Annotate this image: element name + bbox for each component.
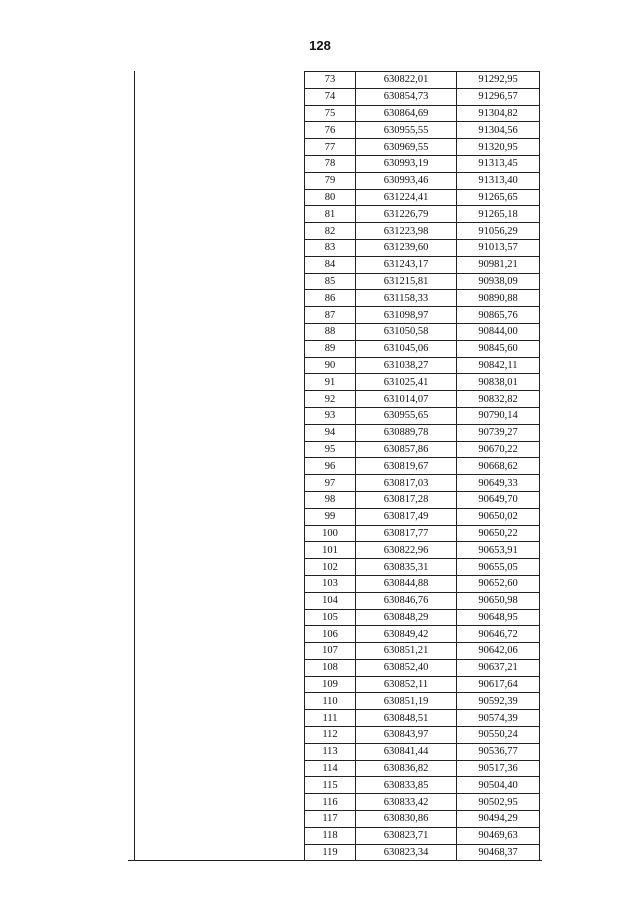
point-number-cell: 117 <box>305 811 356 828</box>
point-number-cell: 93 <box>305 407 356 424</box>
point-number-cell: 101 <box>305 542 356 559</box>
point-number-cell: 103 <box>305 575 356 592</box>
table-row <box>305 407 540 424</box>
y-coordinate-cell: 90838,01 <box>457 374 540 391</box>
table-row <box>305 559 540 576</box>
y-coordinate-cell: 90517,36 <box>457 760 540 777</box>
x-coordinate-cell: 631226,79 <box>356 206 457 223</box>
point-number-cell: 90 <box>305 357 356 374</box>
y-coordinate-cell: 90865,76 <box>457 307 540 324</box>
y-coordinate-cell: 90650,98 <box>457 592 540 609</box>
y-coordinate-cell: 90649,33 <box>457 475 540 492</box>
x-coordinate-cell: 631215,81 <box>356 273 457 290</box>
table-row <box>305 710 540 727</box>
y-coordinate-cell: 90637,21 <box>457 659 540 676</box>
point-number-cell: 109 <box>305 676 356 693</box>
x-coordinate-cell: 630822,01 <box>356 72 457 89</box>
table-row <box>305 189 540 206</box>
x-coordinate-cell: 630955,55 <box>356 122 457 139</box>
x-coordinate-cell: 630852,40 <box>356 659 457 676</box>
x-coordinate-cell: 630993,46 <box>356 172 457 189</box>
table-row <box>305 475 540 492</box>
table-row <box>305 273 540 290</box>
y-coordinate-cell: 90550,24 <box>457 727 540 744</box>
point-number-cell: 118 <box>305 827 356 844</box>
x-coordinate-cell: 630817,49 <box>356 508 457 525</box>
point-number-cell: 89 <box>305 340 356 357</box>
table-row <box>305 424 540 441</box>
point-number-cell: 92 <box>305 391 356 408</box>
x-coordinate-cell: 631224,41 <box>356 189 457 206</box>
table-row <box>305 743 540 760</box>
y-coordinate-cell: 91296,57 <box>457 88 540 105</box>
point-number-cell: 78 <box>305 155 356 172</box>
point-number-cell: 100 <box>305 525 356 542</box>
y-coordinate-cell: 90468,37 <box>457 844 540 861</box>
table-row <box>305 256 540 273</box>
x-coordinate-cell: 630836,82 <box>356 760 457 777</box>
table-row <box>305 827 540 844</box>
point-number-cell: 111 <box>305 710 356 727</box>
table-row <box>305 491 540 508</box>
table-row <box>305 239 540 256</box>
y-coordinate-cell: 90650,22 <box>457 525 540 542</box>
x-coordinate-cell: 630851,21 <box>356 643 457 660</box>
coordinates-table <box>304 71 540 861</box>
table-row <box>305 72 540 89</box>
table-row <box>305 693 540 710</box>
left-column-border <box>134 71 135 861</box>
y-coordinate-cell: 90494,29 <box>457 811 540 828</box>
y-coordinate-cell: 90890,88 <box>457 290 540 307</box>
x-coordinate-cell: 630817,03 <box>356 475 457 492</box>
x-coordinate-cell: 631050,58 <box>356 323 457 340</box>
y-coordinate-cell: 90652,60 <box>457 575 540 592</box>
table-row <box>305 155 540 172</box>
x-coordinate-cell: 630993,19 <box>356 155 457 172</box>
point-number-cell: 82 <box>305 223 356 240</box>
point-number-cell: 113 <box>305 743 356 760</box>
point-number-cell: 106 <box>305 626 356 643</box>
table-row <box>305 575 540 592</box>
table-row <box>305 811 540 828</box>
point-number-cell: 96 <box>305 458 356 475</box>
point-number-cell: 102 <box>305 559 356 576</box>
y-coordinate-cell: 90981,21 <box>457 256 540 273</box>
table-row <box>305 122 540 139</box>
table-row <box>305 340 540 357</box>
x-coordinate-cell: 630852,11 <box>356 676 457 693</box>
y-coordinate-cell: 90642,06 <box>457 643 540 660</box>
y-coordinate-cell: 90668,62 <box>457 458 540 475</box>
point-number-cell: 112 <box>305 727 356 744</box>
point-number-cell: 79 <box>305 172 356 189</box>
x-coordinate-cell: 630969,55 <box>356 139 457 156</box>
point-number-cell: 83 <box>305 239 356 256</box>
y-coordinate-cell: 90842,11 <box>457 357 540 374</box>
x-coordinate-cell: 631223,98 <box>356 223 457 240</box>
y-coordinate-cell: 90648,95 <box>457 609 540 626</box>
y-coordinate-cell: 90617,64 <box>457 676 540 693</box>
x-coordinate-cell: 630864,69 <box>356 105 457 122</box>
point-number-cell: 84 <box>305 256 356 273</box>
x-coordinate-cell: 630819,67 <box>356 458 457 475</box>
table-row <box>305 525 540 542</box>
x-coordinate-cell: 630822,96 <box>356 542 457 559</box>
x-coordinate-cell: 631158,33 <box>356 290 457 307</box>
y-coordinate-cell: 91013,57 <box>457 239 540 256</box>
table-row <box>305 777 540 794</box>
x-coordinate-cell: 630889,78 <box>356 424 457 441</box>
point-number-cell: 99 <box>305 508 356 525</box>
x-coordinate-cell: 630817,77 <box>356 525 457 542</box>
table-row <box>305 307 540 324</box>
x-coordinate-cell: 630846,76 <box>356 592 457 609</box>
x-coordinate-cell: 630835,31 <box>356 559 457 576</box>
table-row <box>305 508 540 525</box>
point-number-cell: 87 <box>305 307 356 324</box>
y-coordinate-cell: 90845,60 <box>457 340 540 357</box>
y-coordinate-cell: 90502,95 <box>457 794 540 811</box>
y-coordinate-cell: 90832,82 <box>457 391 540 408</box>
point-number-cell: 105 <box>305 609 356 626</box>
point-number-cell: 115 <box>305 777 356 794</box>
x-coordinate-cell: 630844,88 <box>356 575 457 592</box>
y-coordinate-cell: 90938,09 <box>457 273 540 290</box>
table-row <box>305 643 540 660</box>
x-coordinate-cell: 631045,06 <box>356 340 457 357</box>
table-row <box>305 626 540 643</box>
x-coordinate-cell: 630823,34 <box>356 844 457 861</box>
y-coordinate-cell: 91304,56 <box>457 122 540 139</box>
point-number-cell: 74 <box>305 88 356 105</box>
x-coordinate-cell: 630848,29 <box>356 609 457 626</box>
table-row <box>305 542 540 559</box>
x-coordinate-cell: 630833,85 <box>356 777 457 794</box>
x-coordinate-cell: 631243,17 <box>356 256 457 273</box>
x-coordinate-cell: 631239,60 <box>356 239 457 256</box>
point-number-cell: 88 <box>305 323 356 340</box>
x-coordinate-cell: 630955,65 <box>356 407 457 424</box>
y-coordinate-cell: 90739,27 <box>457 424 540 441</box>
point-number-cell: 95 <box>305 441 356 458</box>
table-row <box>305 88 540 105</box>
y-coordinate-cell: 91292,95 <box>457 72 540 89</box>
table-row <box>305 441 540 458</box>
point-number-cell: 107 <box>305 643 356 660</box>
page-number: 128 <box>309 38 331 53</box>
point-number-cell: 108 <box>305 659 356 676</box>
table-row <box>305 727 540 744</box>
point-number-cell: 86 <box>305 290 356 307</box>
x-coordinate-cell: 630817,28 <box>356 491 457 508</box>
table-row <box>305 172 540 189</box>
point-number-cell: 76 <box>305 122 356 139</box>
x-coordinate-cell: 631098,97 <box>356 307 457 324</box>
x-coordinate-cell: 630843,97 <box>356 727 457 744</box>
point-number-cell: 104 <box>305 592 356 609</box>
x-coordinate-cell: 630854,73 <box>356 88 457 105</box>
y-coordinate-cell: 90844,00 <box>457 323 540 340</box>
y-coordinate-cell: 90469,63 <box>457 827 540 844</box>
y-coordinate-cell: 91313,45 <box>457 155 540 172</box>
point-number-cell: 75 <box>305 105 356 122</box>
table-row <box>305 290 540 307</box>
table-row <box>305 105 540 122</box>
y-coordinate-cell: 90653,91 <box>457 542 540 559</box>
y-coordinate-cell: 90646,72 <box>457 626 540 643</box>
table-row <box>305 357 540 374</box>
point-number-cell: 94 <box>305 424 356 441</box>
point-number-cell: 77 <box>305 139 356 156</box>
point-number-cell: 119 <box>305 844 356 861</box>
y-coordinate-cell: 90655,05 <box>457 559 540 576</box>
y-coordinate-cell: 91265,65 <box>457 189 540 206</box>
x-coordinate-cell: 631014,07 <box>356 391 457 408</box>
y-coordinate-cell: 91313,40 <box>457 172 540 189</box>
table-row <box>305 794 540 811</box>
y-coordinate-cell: 90574,39 <box>457 710 540 727</box>
y-coordinate-cell: 90790,14 <box>457 407 540 424</box>
x-coordinate-cell: 631038,27 <box>356 357 457 374</box>
y-coordinate-cell: 91265,18 <box>457 206 540 223</box>
table-row <box>305 844 540 861</box>
x-coordinate-cell: 630851,19 <box>356 693 457 710</box>
x-coordinate-cell: 630833,42 <box>356 794 457 811</box>
point-number-cell: 80 <box>305 189 356 206</box>
table-row <box>305 206 540 223</box>
x-coordinate-cell: 630841,44 <box>356 743 457 760</box>
point-number-cell: 110 <box>305 693 356 710</box>
table-row <box>305 676 540 693</box>
x-coordinate-cell: 630823,71 <box>356 827 457 844</box>
y-coordinate-cell: 91320,95 <box>457 139 540 156</box>
point-number-cell: 91 <box>305 374 356 391</box>
table-row <box>305 374 540 391</box>
y-coordinate-cell: 90649,70 <box>457 491 540 508</box>
point-number-cell: 97 <box>305 475 356 492</box>
y-coordinate-cell: 90592,39 <box>457 693 540 710</box>
y-coordinate-cell: 90504,40 <box>457 777 540 794</box>
table-row <box>305 323 540 340</box>
table-row <box>305 458 540 475</box>
coordinates-table-body <box>305 72 540 861</box>
point-number-cell: 73 <box>305 72 356 89</box>
y-coordinate-cell: 90670,22 <box>457 441 540 458</box>
point-number-cell: 114 <box>305 760 356 777</box>
table-row <box>305 659 540 676</box>
point-number-cell: 98 <box>305 491 356 508</box>
point-number-cell: 81 <box>305 206 356 223</box>
y-coordinate-cell: 90650,02 <box>457 508 540 525</box>
y-coordinate-cell: 90536,77 <box>457 743 540 760</box>
x-coordinate-cell: 630849,42 <box>356 626 457 643</box>
y-coordinate-cell: 91056,29 <box>457 223 540 240</box>
table-row <box>305 609 540 626</box>
table-row <box>305 139 540 156</box>
table-row <box>305 391 540 408</box>
table-row <box>305 592 540 609</box>
table-row <box>305 223 540 240</box>
x-coordinate-cell: 631025,41 <box>356 374 457 391</box>
x-coordinate-cell: 630857,86 <box>356 441 457 458</box>
x-coordinate-cell: 630848,51 <box>356 710 457 727</box>
table-row <box>305 760 540 777</box>
point-number-cell: 116 <box>305 794 356 811</box>
y-coordinate-cell: 91304,82 <box>457 105 540 122</box>
point-number-cell: 85 <box>305 273 356 290</box>
x-coordinate-cell: 630830,86 <box>356 811 457 828</box>
